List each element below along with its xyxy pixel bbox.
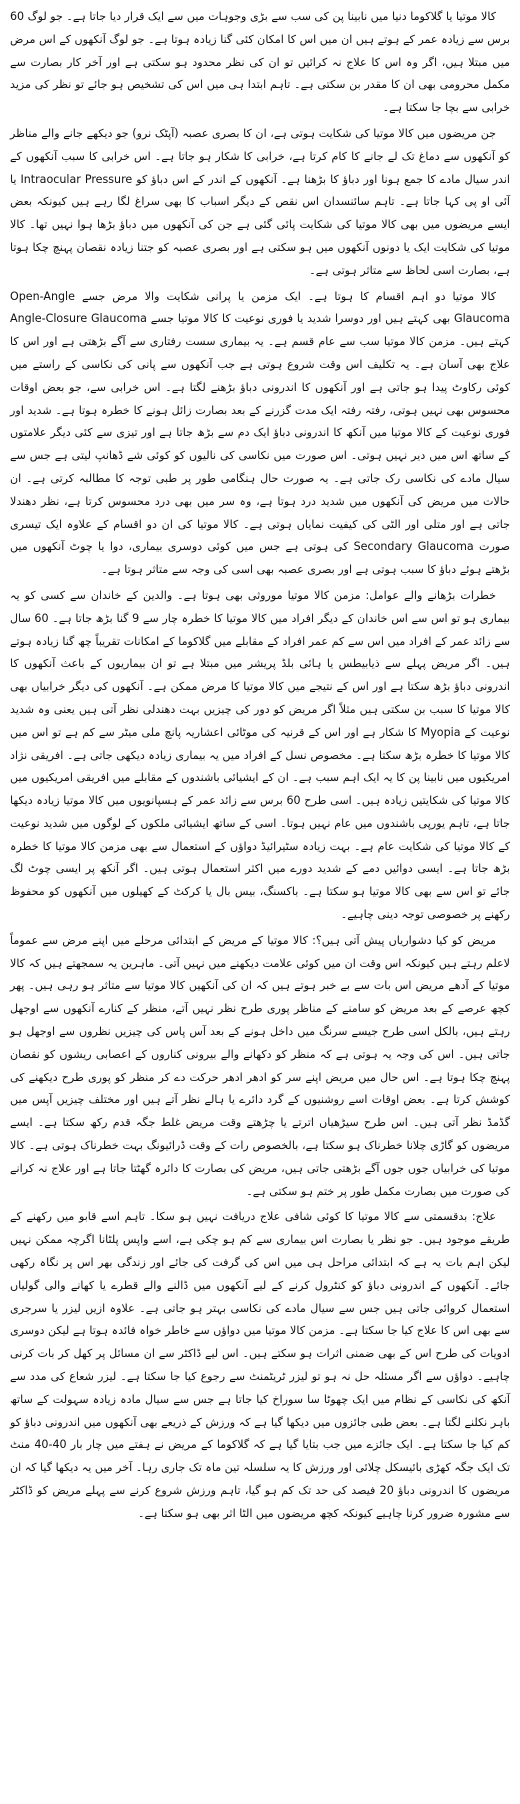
paragraph-optic-nerve: جن مریضوں میں کالا موتیا کی شکایت ہوتی ہے، ان کا بصری عصبہ (آپٹک نرو) جو دیکھے جانے والے مناظر کو آنکھوں سے دماغ تک لے جانے کا کام کرتا ہے، خرابی کا شکار ہو جاتا ہے۔ اس خرابی کا سبب آنکھوں کے اندر سیال مادے کا جمع ہونا اور دباؤ کا بڑھنا ہے۔ آنکھوں کے اندر کے اس دباؤ کو Intraocular Pressure یا آئی او پی کہا جاتا ہے۔ تاہم سائنسدان اس نقص کے دیگر اسباب کا بھی سراغ لگا رہے ہیں کیونکہ بعض ایسے مریضوں میں بھی کالا موتیا کی شکایت پائی گئی ہے جن کی آنکھوں میں دباؤ بڑھا ہوا نہیں تھا۔ کالا موتیا کی شکایت ایک یا دونوں آنکھوں میں ہو سکتی ہے اور بصری عصبہ کو جتنا زیادہ نقصان پہنچ چکا ہوتا ہے، بصارت اسی لحاظ سے متاثر ہوتی ہے۔ [10, 126, 510, 277]
paragraph-intro: کالا موتیا یا گلاکوما دنیا میں نابینا پن کی سب سے بڑی وجوہات میں سے ایک قرار دیا جاتا ہے۔ جو لوگ 60 برس سے زیادہ عمر کے ہوتے ہیں ان میں اس کا امکان کئی گنا زیادہ ہوتا ہے۔ جو لوگ آنکھوں کے اس مرض میں مبتلا ہیں، اگر وہ اس کا علاج نہ کرائیں تو ان کی نظر محدود ہو سکتی ہے اور آخر کار بصارت سے مکمل محرومی بھی ان کا مقدر بن سکتی ہے۔ تاہم ابتدا ہی میں اس کی تشخیص ہو جائے تو نظر کی مزید خرابی سے بچا جا سکتا ہے۔ [10, 10, 510, 115]
paragraph-risk-factors: خطرات بڑھانے والے عوامل: مزمن کالا موتیا موروثی بھی ہوتا ہے۔ والدین کے خاندان سے کسی کو یہ بیماری ہو تو اس سے اس خاندان کے دیگر افراد میں کالا موتیا کا خطرہ چار سے 9 گنا بڑھ جاتا ہے۔ 60 سال سے زائد عمر کے افراد میں اس سے کم عمر افراد کے مقابلے میں گلاکوما کے امکانات تقریباً چھ گنا زیادہ ہوتے ہیں۔ اگر مریض پہلے سے ذیابیطس یا ہائی بلڈ پریشر میں مبتلا ہے تو ان بیماریوں کے باعث آنکھوں کا اندرونی دباؤ بڑھ سکتا ہے اور اس کے نتیجے میں کالا موتیا کا مرض ممکن ہے۔ آنکھوں کی دیگر خرابیاں بھی کالا موتیا کا سبب بن سکتی ہیں مثلاً اگر مریض کو دور کی چیزیں بہت دھندلی نظر آتی ہیں یعنی وہ شدید نوعیت کے Myopia کا شکار ہے اور اس کے قرنیہ کی موٹائی اعشاریہ پانچ ملی میٹر سے کم ہے تو اس میں کالا موتیا کا خطرہ بڑھ سکتا ہے۔ مخصوص نسل کے افراد میں یہ بیماری زیادہ دیکھی جاتی ہے۔ افریقی نژاد امریکیوں میں نابینا پن کا یہ ایک اہم سبب ہے۔ ان کے ایشیائی باشندوں کے مقابلے میں افریقی امریکیوں میں کالا موتیا کی شکایتیں زیادہ ہیں۔ اسی طرح 60 برس سے زائد عمر کے ہسپانویوں میں کالا موتیا زیادہ دیکھا جاتا ہے، تاہم یورپی باشندوں میں عام نہیں ہوتا۔ اسی کے ساتھ ایشیائی ملکوں کے لوگوں میں شدید نوعیت کے کالا موتیا کی شکایت عام ہے۔ بہت زیادہ سٹیرائیڈ دواؤں کے استعمال سے بھی مزمن کالا موتیا کا خطرہ بڑھ جاتا ہے۔ ایسی دوائیں دمے کے شدید دورے میں اکثر استعمال ہوتی ہیں۔ اگر آنکھ پر ایسی چوٹ لگ جائے تو اس سے بھی کالا موتیا ہو سکتا ہے۔ باکسنگ، بیس بال یا کرکٹ کے کھیلوں میں آنکھوں کو محفوظ رکھنے پر خصوصی توجہ دینی چاہیے۔ [10, 588, 510, 922]
paragraph-symptoms: مریض کو کیا دشواریاں پیش آتی ہیں؟: کالا موتیا کے مریض کے ابتدائی مرحلے میں اپنے مرض سے عموماً لاعلم رہتے ہیں کیونکہ اس وقت ان میں کوئی علامت دیکھنے میں نہیں آتی۔ ماہرین یہ سمجھتے ہیں کہ کالا موتیا کے آدھے مریض اس بات سے بے خبر ہوتے ہیں کہ ان کی آنکھیں کالا موتیا سے متاثر ہو رہی ہیں۔ پھر کچھ عرصے کے بعد مریض کو سامنے کے مناظر پوری طرح نظر نہیں آتے، منظر کے کنارے آنکھوں سے اوجھل رہتے ہیں، بالکل اسی طرح جیسے سرنگ میں داخل ہونے کے بعد آس پاس کی چیزیں نظروں سے اوجھل ہو جاتی ہیں۔ اس کی وجہ یہ ہوتی ہے کہ منظر کو دکھانے والے بیرونی کناروں کے اعصابی ریشوں کو نقصان پہنچ چکا ہوتا ہے۔ اس حال میں مریض اپنے سر کو ادھر ادھر حرکت دے کر منظر کو پوری طرح دیکھنے کی کوشش کرتا ہے۔ بعض اوقات اسے روشنیوں کے گرد دائرے یا ہالے نظر آتے ہیں اور مختلف چیزیں آپس میں گڈمڈ نظر آتی ہیں۔ اس طرح سیڑھیاں اترتے یا چڑھتے وقت مریض غلط جگہ قدم رکھ سکتا ہے۔ ایسے مریضوں کو گاڑی چلانا خطرناک ہو سکتا ہے، بالخصوص رات کے وقت ڈرائیونگ بہت خطرناک ہوتی ہے۔ کالا موتیا کی خرابیاں جوں جوں آگے بڑھتی جاتی ہیں، مریض کی بصارت کا دائرہ گھٹتا جاتا ہے اور علاج نہ کرانے کی صورت میں بصارت مکمل طور پر ختم ہو سکتی ہے۔ [10, 933, 510, 1198]
paragraph-types: کالا موتیا دو اہم اقسام کا ہوتا ہے۔ ایک مزمن یا پرانی شکایت والا مرض جسے Open-Angle Glaucoma بھی کہتے ہیں اور دوسرا شدید یا فوری نوعیت کا کالا موتیا جسے Angle-Closure Glaucoma کہتے ہیں۔ مزمن کالا موتیا سب سے عام قسم ہے۔ یہ بیماری سست رفتاری سے آگے بڑھتی ہے اور اس کا علاج بھی آسان ہے۔ یہ تکلیف اس وقت شروع ہوتی ہے جب آنکھوں سے پانی کی نکاسی کے راستے میں کوئی رکاوٹ پیدا ہو جاتی ہے اور آنکھوں کا اندرونی دباؤ بڑھنے لگتا ہے۔ اس خرابی سے، جو بعض اوقات محسوس بھی نہیں ہوتی، رفتہ رفتہ ایک مدت گزرنے کے بعد بصارت زائل ہونے کا خطرہ ہوتا ہے۔ شدید اور فوری نوعیت کے کالا موتیا میں آنکھ کا اندرونی دباؤ ایک دم سے بڑھ جاتا ہے اور تیزی سے کئی دیگر علامتوں کے ساتھ اس میں دیر نہیں ہوتی۔ اس صورت میں نکاسی کی نالیوں کو کوئی شے ڈھانپ لیتی ہے جس سے سیال مادے کی نکاسی رک جاتی ہے۔ یہ صورت حال ہنگامی طور پر طبی توجہ کا مطالبہ کرتی ہے۔ ان حالات میں مریض کی آنکھوں میں شدید درد ہوتا ہے، وہ سر میں بھی درد محسوس کرتا ہے، نظر دھندلا جاتی ہے اور متلی اور الٹی کی کیفیت نمایاں ہوتی ہے۔ کالا موتیا کی ان دو اقسام کے علاوہ ایک تیسری صورت Secondary Glaucoma کی ہوتی ہے جس میں کوئی دوسری بیماری، دوا یا چوٹ آنکھوں میں بڑھتے ہوئے دباؤ کا سبب ہوتی ہے اور بصری عصبہ بھی اسی کی وجہ سے متاثر ہوتا ہے۔ [10, 289, 511, 577]
paragraph-treatment: علاج: بدقسمتی سے کالا موتیا کا کوئی شافی علاج دریافت نہیں ہو سکا۔ تاہم اسے قابو میں رکھنے کے طریقے موجود ہیں۔ جو نظر یا بصارت اس بیماری سے کم ہو چکی ہے، اسے واپس پلٹانا اگرچہ ممکن نہیں لیکن اہم بات یہ ہے کہ ابتدائی مراحل ہی میں اس کی گرفت کی جائے اور زندگی بھر اس پر نگاہ رکھی جائے۔ آنکھوں کے اندرونی دباؤ کو کنٹرول کرنے کے لیے آنکھوں میں ڈالنے والے قطرے یا کھانے والی گولیاں استعمال کروائی جاتی ہیں جس سے سیال مادے کی نکاسی بہتر ہو جاتی ہے۔ علاوہ ازیں لیزر یا سرجری سے بھی اس کا علاج کیا جا سکتا ہے۔ مزمن کالا موتیا میں دواؤں سے خاطر خواہ فائدہ ہوتا ہے لیکن دوسری ادویات کی طرح اس کے بھی ضمنی اثرات ہو سکتے ہیں۔ اس لیے ڈاکٹر سے ان مسائل پر کھل کر بات کرنی چاہیے۔ دواؤں سے اگر مسئلہ حل نہ ہو تو لیزر ٹریٹمنٹ سے رجوع کیا جا سکتا ہے۔ لیزر شعاع کی مدد سے آنکھ کی نکاسی کے نظام میں ایک چھوٹا سا سوراخ کیا جاتا ہے جس سے سیال مادہ زیادہ سہولت کے ساتھ باہر نکلنے لگتا ہے۔ بعض طبی جائزوں میں دیکھا گیا ہے کہ ورزش کے ذریعے بھی آنکھوں میں اندرونی دباؤ کو کم کیا جا سکتا ہے۔ ایک جائزے میں جب بتایا گیا ہے کہ گلاکوما کے مریض نے ہفتے میں چار بار 40-40 منٹ تک ایک جگہ کھڑی بائیسکل چلائی اور ورزش کا یہ سلسلہ تین ماہ تک جاری رہا۔ آخر میں یہ دیکھا گیا کہ ان مریضوں کا اندرونی دباؤ 20 فیصد کی حد تک کم ہو گیا، تاہم ورزش شروع کرنے سے پہلے مریض کو ڈاکٹر سے مشورہ ضرور کرنا چاہیے کیونکہ کچھ مریضوں میں الٹا اثر بھی ہو سکتا ہے۔ [9, 1210, 511, 1520]
